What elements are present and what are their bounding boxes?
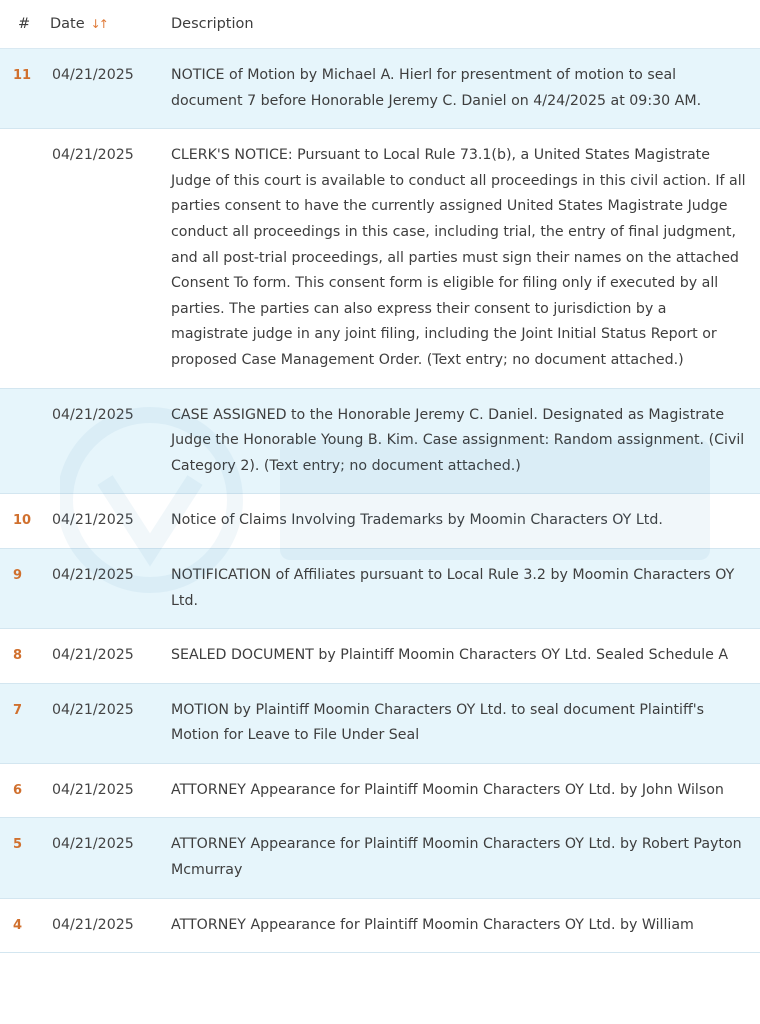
table-row bbox=[0, 629, 760, 684]
table-row bbox=[0, 49, 760, 129]
header-description: Description bbox=[171, 16, 254, 32]
entry-description: ATTORNEY Appearance for Plaintiff Moomin Characters OY Ltd. by John Wilson bbox=[171, 781, 724, 798]
entry-number[interactable]: 4 bbox=[13, 917, 23, 933]
entry-description: MOTION by Plaintiff Moomin Characters OY Ltd. to seal document Plaintiff's Motion for Leave to File Under Seal bbox=[171, 701, 705, 744]
entry-number[interactable]: 6 bbox=[13, 782, 23, 798]
entry-date: 04/21/2025 bbox=[52, 512, 134, 529]
table-header bbox=[0, 0, 760, 49]
entry-number[interactable]: 5 bbox=[13, 837, 23, 853]
entry-date: 04/21/2025 bbox=[52, 916, 134, 933]
entry-description: CLERK'S NOTICE: Pursuant to Local Rule 73.1(b), a United States Magistrate Judge of this court is available to conduct all proceedings in this civil action. If all parties consent to have the currently assigned United States Magistrate Judge conduct all proceedings in this case, including trial, the entry of final judgment, and all post-trial proceedings, all parties must sign their names on the attached Consent To form. This consent form is eligible for filing only if executed by all parties. The parties can also express their consent to jurisdiction by a magistrate judge in any joint filing, including the Joint Initial Status Report or proposed Case Management Order. (Text entry; no document attached.) bbox=[171, 147, 746, 368]
table-row bbox=[0, 129, 760, 388]
entry-description: NOTIFICATION of Affiliates pursuant to Local Rule 3.2 by Moomin Characters OY Ltd. bbox=[171, 566, 735, 609]
entry-number[interactable]: 7 bbox=[13, 702, 23, 718]
entry-date: 04/21/2025 bbox=[52, 701, 134, 718]
header-date[interactable] bbox=[48, 16, 168, 32]
entry-description: CASE ASSIGNED to the Honorable Jeremy C. Daniel. Designated as Magistrate Judge the Honorable Young B. Kim. Case assignment: Random assignment. (Civil Category 2). (Text entry; no document attached.) bbox=[171, 406, 745, 474]
entry-number[interactable]: 11 bbox=[13, 68, 32, 83]
entry-number[interactable]: 9 bbox=[13, 567, 23, 583]
entry-date: 04/21/2025 bbox=[52, 147, 134, 164]
entry-date: 04/21/2025 bbox=[52, 406, 134, 423]
table-row bbox=[0, 684, 760, 764]
table-row bbox=[0, 818, 760, 898]
entry-date: 04/21/2025 bbox=[52, 836, 134, 853]
entry-date: 04/21/2025 bbox=[52, 647, 134, 664]
table-row bbox=[0, 899, 760, 954]
table-row bbox=[0, 764, 760, 819]
table-row bbox=[0, 549, 760, 629]
entry-date: 04/21/2025 bbox=[52, 67, 134, 83]
header-number: # bbox=[18, 16, 31, 32]
entry-description: Notice of Claims Involving Trademarks by Moomin Characters OY Ltd. bbox=[171, 512, 663, 529]
entry-number[interactable]: 8 bbox=[13, 648, 23, 664]
entry-description: SEALED DOCUMENT by Plaintiff Moomin Characters OY Ltd. Sealed Schedule A bbox=[171, 647, 729, 664]
entry-description: ATTORNEY Appearance for Plaintiff Moomin Characters OY Ltd. by William bbox=[171, 916, 694, 933]
entry-description: NOTICE of Motion by Michael A. Hierl for presentment of motion to seal document 7 before Honorable Jeremy C. Daniel on 4/24/2025 at 09:30 AM. bbox=[171, 67, 702, 109]
sort-icon[interactable]: ↓↑ bbox=[90, 17, 107, 31]
table-row bbox=[0, 494, 760, 549]
entry-date: 04/21/2025 bbox=[52, 566, 134, 583]
entry-description: ATTORNEY Appearance for Plaintiff Moomin Characters OY Ltd. by Robert Payton Mcmurray bbox=[171, 836, 742, 879]
entry-number[interactable]: 10 bbox=[13, 513, 32, 529]
header-date-label[interactable]: Date bbox=[50, 16, 85, 32]
entry-date: 04/21/2025 bbox=[52, 781, 134, 798]
table-row bbox=[0, 389, 760, 495]
